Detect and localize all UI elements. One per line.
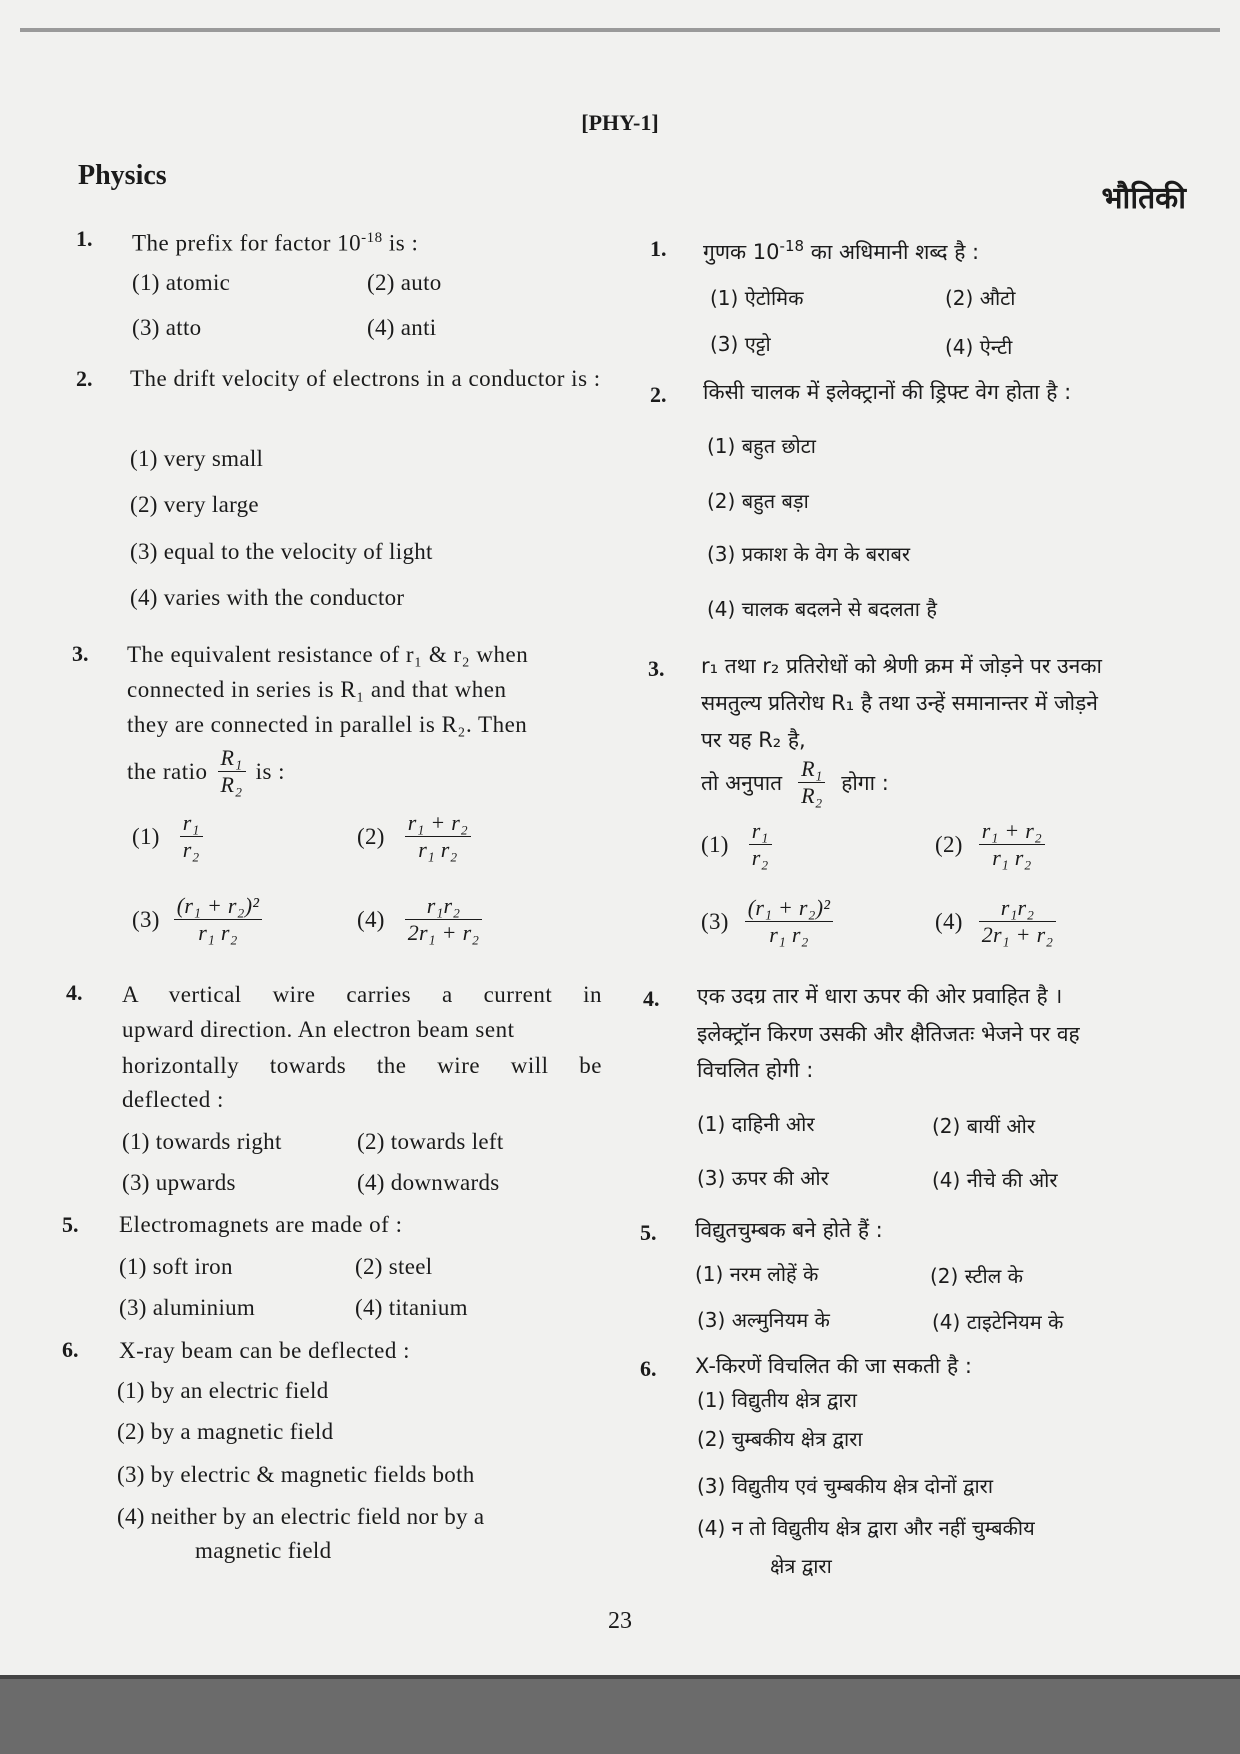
question-number: 5.: [640, 1220, 657, 1245]
option-hindi[interactable]: (4) न तो विद्युतीय क्षेत्र द्वारा और नहीं चुम्बकीय: [697, 1516, 1035, 1540]
option[interactable]: (2) towards left: [357, 1129, 504, 1154]
subject-title-english: Physics: [78, 160, 167, 191]
ratio-fraction: $\frac{\text{R₁}}{\text{R₂}}$: [798, 756, 825, 809]
option[interactable]: (4) anti: [367, 315, 437, 340]
question-number: 5.: [62, 1212, 79, 1237]
paper-code: [PHY-1]: [581, 110, 659, 135]
question-number: 6.: [640, 1356, 657, 1381]
question-text-line-hindi: पर यह R₂ है,: [701, 728, 806, 752]
option-hindi[interactable]: (3) अल्मुनियम के: [697, 1308, 830, 1332]
question-number: 3.: [72, 641, 89, 666]
option-hindi[interactable]: (1) बहुत छोटा: [707, 434, 816, 458]
option[interactable]: (1) towards right: [122, 1129, 282, 1154]
question-text-hindi: किसी चालक में इलेक्ट्रानों की ड्रिफ्ट वेग होता है :: [703, 380, 1072, 404]
question-text: X-ray beam can be deflected :: [119, 1338, 410, 1363]
ratio-line-hindi: तो अनुपात $\frac{\text{R₁}}{\text{R₂}}$ होगा :: [701, 756, 889, 808]
question-number: 6.: [62, 1337, 79, 1362]
option-hindi[interactable]: (2) बायीं ओर: [932, 1114, 1036, 1138]
question-text-line: deflected :: [122, 1087, 224, 1112]
option-hindi[interactable]: (1) ऐटोमिक: [710, 286, 804, 310]
question-text-hindi: X-किरणें विचलित की जा सकती है :: [695, 1354, 972, 1378]
option-continuation-hindi: क्षेत्र द्वारा: [770, 1554, 832, 1578]
option[interactable]: (2) steel: [355, 1254, 433, 1279]
option[interactable]: (1) soft iron: [119, 1254, 233, 1279]
question-text-line-hindi: समतुल्य प्रतिरोध R₁ है तथा उन्हें समानान्तर में जोड़ने: [701, 691, 1098, 715]
scan-bottom-band: [0, 1675, 1240, 1754]
option[interactable]: (2) $\frac{\text{r₁ + r₂}}{\text{r₁ r₂}}$: [357, 810, 471, 863]
option[interactable]: (1) atomic: [132, 270, 231, 295]
scan-bottom-edge: [0, 1675, 1240, 1679]
option-hindi[interactable]: (4) टाइटेनियम के: [932, 1310, 1064, 1334]
option-hindi[interactable]: (2) चुम्बकीय क्षेत्र द्वारा: [697, 1427, 863, 1451]
option[interactable]: (3) by electric & magnetic fields both: [117, 1462, 475, 1487]
option-hindi[interactable]: (4) नीचे की ओर: [932, 1168, 1058, 1192]
question-text: Electromagnets are made of :: [119, 1212, 403, 1237]
option-hindi[interactable]: (2) बहुत बड़ा: [707, 489, 809, 513]
question-number: 1.: [76, 226, 93, 251]
ratio-line: the ratio $\frac{\text{R₁}}{\text{R₂}}$ is :: [127, 745, 286, 797]
option-hindi[interactable]: (4) चालक बदलने से बदलता है: [707, 597, 937, 621]
option[interactable]: (4) titanium: [355, 1295, 468, 1320]
top-rule: [20, 28, 1220, 32]
option[interactable]: (2) $\frac{\text{r₁ + r₂}}{\text{r₁ r₂}}$: [935, 818, 1045, 871]
option[interactable]: (4) $\frac{\text{r₁r₂}}{\text{2r₁ + r₂}}$: [935, 895, 1056, 948]
option[interactable]: (1) by an electric field: [117, 1378, 329, 1403]
ratio-fraction: $\frac{\text{R₁}}{\text{R₂}}$: [218, 745, 246, 798]
option[interactable]: (3) atto: [132, 315, 202, 340]
option[interactable]: (3) $\frac{\text{(r₁ + r₂)²}}{\text{r₁ r₂}}$: [701, 895, 833, 948]
option[interactable]: (2) auto: [367, 270, 442, 295]
option-hindi[interactable]: (4) ऐन्टी: [945, 335, 1013, 359]
option[interactable]: (3) aluminium: [119, 1295, 256, 1320]
option[interactable]: (3) $\frac{\text{(r₁ + r₂)²}}{\text{r₁ r₂}}$: [132, 893, 262, 946]
question-text-hindi: विद्युतचुम्बक बने होते हैं :: [695, 1218, 883, 1242]
question-number: 4.: [66, 980, 83, 1005]
question-text-line: A vertical wire carries a current in: [122, 982, 602, 1007]
option[interactable]: (4) varies with the conductor: [130, 585, 405, 610]
page-number: 23: [608, 1608, 632, 1634]
option[interactable]: (4) neither by an electric field nor by a: [117, 1504, 485, 1529]
option[interactable]: (1) very small: [130, 446, 264, 471]
option[interactable]: (4) $\frac{\text{r₁r₂}}{\text{2r₁ + r₂}}$: [357, 893, 482, 946]
option-hindi[interactable]: (1) नरम लोहें के: [695, 1262, 819, 1286]
option[interactable]: (2) by a magnetic field: [117, 1419, 334, 1444]
question-text-line: they are connected in parallel is R₂. Then: [127, 712, 528, 737]
option-hindi[interactable]: (1) विद्युतीय क्षेत्र द्वारा: [697, 1388, 857, 1412]
option-hindi[interactable]: (2) औटो: [945, 286, 1016, 310]
question-text-line-hindi: विचलित होगी :: [697, 1058, 814, 1082]
question-text-line: The equivalent resistance of r₁ & r₂ when: [127, 642, 529, 667]
question-text-line-hindi: एक उदग्र तार में धारा ऊपर की ओर प्रवाहित है ।: [697, 984, 1063, 1008]
question-text: The prefix for factor $10^{-18}$ is :: [132, 230, 419, 256]
option[interactable]: (1) $\frac{\text{r₁}}{\text{r₂}}$: [132, 810, 203, 863]
option[interactable]: (3) upwards: [122, 1170, 236, 1195]
question-text-line: horizontally towards the wire will be: [122, 1053, 602, 1078]
question-number: 4.: [643, 986, 660, 1011]
option-hindi[interactable]: (3) एट्टो: [710, 332, 771, 356]
option[interactable]: (1) $\frac{\text{r₁}}{\text{r₂}}$: [701, 818, 772, 871]
question-number: 1.: [650, 236, 667, 261]
question-text-hindi: गुणक $10^{-18}$ का अधिमानी शब्द है :: [703, 237, 980, 264]
question-text-line-hindi: इलेक्ट्रॉन किरण उसकी और क्षैतिजतः भेजने पर वह: [697, 1022, 1080, 1046]
option-hindi[interactable]: (1) दाहिनी ओर: [697, 1112, 815, 1136]
option-hindi[interactable]: (3) ऊपर की ओर: [697, 1166, 829, 1190]
question-number: 2.: [76, 366, 93, 391]
question-text: The drift velocity of electrons in a conductor is :: [130, 366, 601, 391]
option-hindi[interactable]: (3) प्रकाश के वेग के बराबर: [707, 542, 911, 566]
option[interactable]: (3) equal to the velocity of light: [130, 539, 433, 564]
option[interactable]: (4) downwards: [357, 1170, 500, 1195]
question-number: 2.: [650, 382, 667, 407]
question-number: 3.: [648, 656, 665, 681]
subject-title-hindi: भौतिकी: [1101, 181, 1186, 216]
option-hindi[interactable]: (3) विद्युतीय एवं चुम्बकीय क्षेत्र दोनों द्वारा: [697, 1474, 993, 1498]
question-text-line: upward direction. An electron beam sent: [122, 1017, 515, 1042]
question-text-line-hindi: r₁ तथा r₂ प्रतिरोधों को श्रेणी क्रम में जोड़ने पर उनका: [701, 654, 1102, 678]
option-continuation: magnetic field: [195, 1538, 332, 1563]
question-text-line: connected in series is R₁ and that when: [127, 677, 507, 702]
option[interactable]: (2) very large: [130, 492, 259, 517]
option-hindi[interactable]: (2) स्टील के: [930, 1264, 1024, 1288]
